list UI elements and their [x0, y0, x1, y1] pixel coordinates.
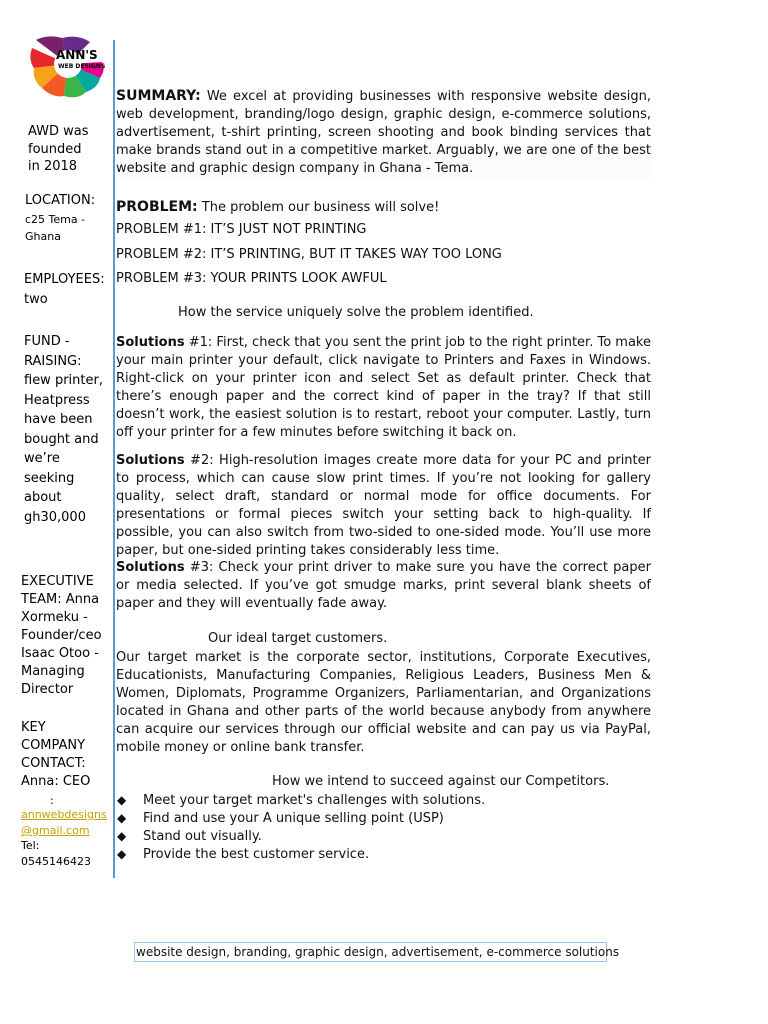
competitors-heading: How we intend to succeed against our Competitors.	[272, 774, 610, 789]
list-item: ◆ Stand out visually.	[117, 829, 262, 844]
founded-info: AWD was founded in 2018	[28, 124, 89, 174]
diamond-bullet-icon: ◆	[117, 811, 127, 825]
executive-team-info: EXECUTIVE TEAM: Anna Xormeku - Founder/ceo Isaac Otoo - Managing Director	[21, 574, 102, 697]
customers-heading: Our ideal target customers.	[208, 631, 388, 646]
problem-label: PROBLEM:	[116, 199, 198, 215]
location-info: LOCATION: c25 Tema - Ghana	[25, 193, 96, 243]
location-label: LOCATION:	[25, 193, 96, 208]
list-item: ◆ Meet your target market's challenges with solutions.	[117, 793, 486, 808]
problem-item: PROBLEM #2: IT’S PRINTING, BUT IT TAKES WAY TOO LONG	[116, 247, 502, 262]
customers-paragraph: Our target market is the corporate sector, institutions, Corporate Executives, Educationists, Manufacturing Companies, Religious Leaders, Business Men & Women, Diplomats, Programme Organizers, Parliamentarian, and Organizations located in Ghana and other parts of the world because anybody from anywhere can acquire our services through our official website and can pay us via PayPal, mobile money or online bank transfer.	[116, 650, 651, 755]
solution-3: Solutions #3: Check your print driver to make sure you have the correct paper or media selected. If you’ve got smudge marks, print several blank sheets of paper and they will eventually fade away.	[116, 560, 651, 611]
solutions-heading: How the service uniquely solve the problem identified.	[178, 305, 534, 320]
tel-value: 0545146423	[21, 855, 91, 868]
company-logo	[28, 34, 110, 100]
logo-line1: ANN'S	[56, 48, 98, 62]
summary-label: SUMMARY:	[116, 88, 201, 104]
email-link[interactable]	[21, 807, 107, 839]
services-footer-box: website design, branding, graphic design, advertisement, e-commerce solutions	[134, 942, 607, 962]
solution-1: Solutions #1: First, check that you sent the print job to the right printer. To make your main printer your default, click navigate to Printers and Faxes in Windows. Right-click on your printer icon and select Set as default printer. Check that there’s enough paper and the correct kind of paper in the tray? If that still doesn’t work, the easiest solution is to restart, reboot your computer. Lastly, turn off your printer for a few minutes before switching it back on.	[116, 335, 651, 440]
employees-label: EMPLOYEES:	[24, 272, 105, 287]
tel-info	[21, 838, 91, 870]
list-item: ◆ Provide the best customer service.	[117, 847, 370, 862]
vertical-divider	[113, 40, 115, 878]
email-line1[interactable]: annwebdesigns	[21, 808, 107, 821]
email-line2[interactable]: @gmail.com	[21, 824, 90, 837]
problem-item: PROBLEM #1: IT’S JUST NOT PRINTING	[116, 222, 367, 237]
solution-2: Solutions #2: High-resolution images create more data for your PC and printer to process, which can cause slow print times. If you’re not looking for gallery quality, select draft, standard or normal mode for office documents. For presentations or formal pieces switch your setting back to high-quality. If possible, you can also switch from two-sided to one-sided mode. You’ll use more paper, but one-sided printing takes considerably less time.	[116, 453, 651, 558]
diamond-bullet-icon: ◆	[117, 793, 127, 807]
problem-item: PROBLEM #3: YOUR PRINTS LOOK AWFUL	[116, 271, 387, 286]
employees-info: EMPLOYEES: two	[24, 272, 105, 307]
list-item: ◆ Find and use your A unique selling point (USP)	[117, 811, 444, 826]
diamond-bullet-icon: ◆	[117, 847, 127, 861]
tel-label: Tel:	[21, 839, 40, 852]
logo-line2: WEB DESIGNS	[58, 63, 106, 70]
summary-paragraph: SUMMARY: We excel at providing businesses with responsive website design, web development, branding/logo design, graphic design, e-commerce solutions, advertisement, t-shirt printing, screen shooting and book binding services that make brands stand out in a competitive market. Arguably, we are one of the best website and graphic design company in Ghana - Tema.	[116, 88, 651, 176]
fund-raising-info: FUND - RAISING: fiew printer, Heatpress have been bought and we’re seeking about gh30,000	[24, 334, 103, 525]
problem-statement: PROBLEM: The problem our business will solve!	[116, 199, 440, 215]
key-contact-info: KEY COMPANY CONTACT: Anna: CEO	[21, 720, 91, 789]
diamond-bullet-icon: ◆	[117, 829, 127, 843]
contact-colon: :	[50, 794, 54, 807]
